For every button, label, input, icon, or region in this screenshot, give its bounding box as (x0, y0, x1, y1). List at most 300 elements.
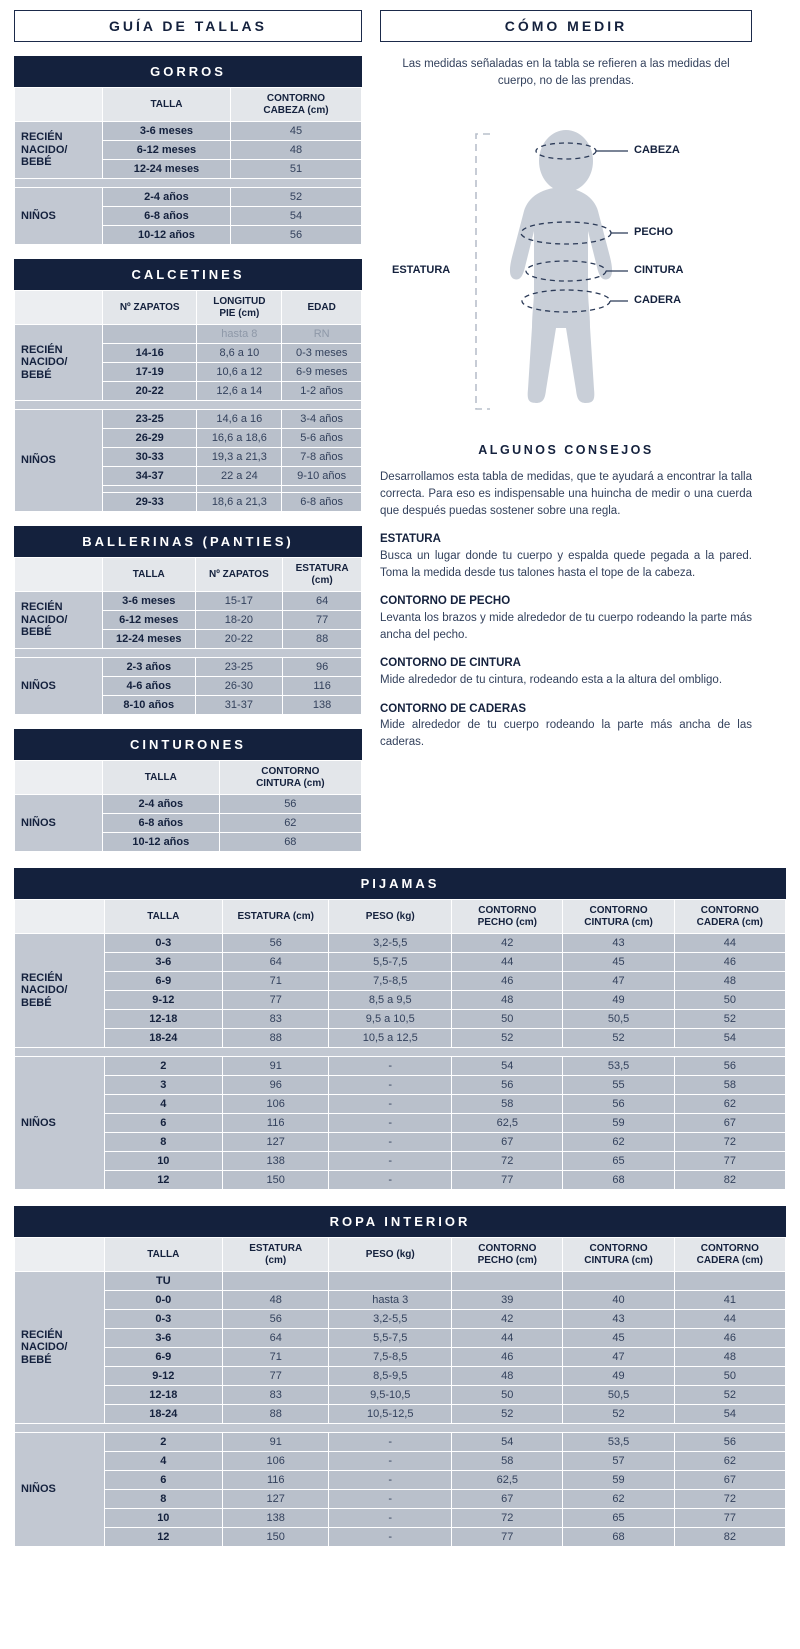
table-cell: 31-37 (195, 696, 283, 715)
table-cell: 77 (452, 1171, 563, 1190)
column-header: TALLA (103, 88, 231, 122)
table-cell: 106 (223, 1452, 329, 1471)
column-header (15, 900, 105, 934)
table-cell: 71 (223, 1348, 329, 1367)
table-row (15, 953, 786, 972)
table-cell: 88 (283, 630, 362, 649)
table-cell: 12,6 a 14 (197, 382, 282, 401)
table-cell: 14-16 (103, 344, 197, 363)
table-cell: 64 (223, 1329, 329, 1348)
right-column (380, 10, 752, 763)
table-cell: 10,6 a 12 (197, 363, 282, 382)
table-cell: 52 (563, 1405, 674, 1424)
table-cell: 56 (223, 934, 329, 953)
table-row (15, 1348, 786, 1367)
table-row (15, 1291, 786, 1310)
size-table (14, 760, 362, 852)
table-row (15, 1405, 786, 1424)
table-cell: - (329, 1490, 452, 1509)
table-cell: 8,6 a 10 (197, 344, 282, 363)
table-cell: 91 (223, 1433, 329, 1452)
column-header (15, 291, 103, 325)
table-cell: 77 (223, 1367, 329, 1386)
table-cell: 40 (563, 1291, 674, 1310)
table-cell: 49 (563, 1367, 674, 1386)
column-header: CONTORNO CINTURA (cm) (563, 1238, 674, 1272)
table-cell: 67 (674, 1471, 785, 1490)
table-cell: 52 (674, 1010, 785, 1029)
table-cell: 23-25 (195, 658, 283, 677)
row-group-label: NIÑOS (15, 658, 103, 715)
table-cell: 15-17 (195, 592, 283, 611)
column-header: CONTORNO CADERA (cm) (674, 1238, 785, 1272)
tip-3 (380, 655, 752, 688)
table-row (15, 325, 362, 344)
table-cell: 55 (563, 1076, 674, 1095)
table-cell: 50,5 (563, 1386, 674, 1405)
table-cell: 44 (452, 1329, 563, 1348)
table-cell (223, 1272, 329, 1291)
table-cell: 3,2-5,5 (329, 934, 452, 953)
size-table (14, 290, 362, 512)
table-cell: 12-24 meses (103, 160, 231, 179)
table-row (15, 410, 362, 429)
table-cell (674, 1272, 785, 1291)
table-cell: 48 (674, 1348, 785, 1367)
table-row (15, 972, 786, 991)
table-row (15, 122, 362, 141)
row-group-label: RECIÉN NACIDO/ BEBÉ (15, 122, 103, 179)
table-cell: 48 (452, 1367, 563, 1386)
table-pijamas (14, 868, 786, 1190)
table-cell: 68 (563, 1171, 674, 1190)
table-row (15, 1490, 786, 1509)
table-cell: 116 (223, 1114, 329, 1133)
label-pecho: PECHO (634, 226, 674, 239)
table-cell: 18-20 (195, 611, 283, 630)
table-cell: 16,6 a 18,6 (197, 429, 282, 448)
table-cell: 56 (674, 1057, 785, 1076)
table-cell: 17-19 (103, 363, 197, 382)
table-cell: - (329, 1452, 452, 1471)
table-cell: 96 (283, 658, 362, 677)
table-cell: 10,5 a 12,5 (329, 1029, 452, 1048)
table-cell: 54 (230, 207, 361, 226)
table-cell: 43 (563, 934, 674, 953)
tips-intro: Desarrollamos esta tabla de medidas, que te ayudará a encontrar la talla correcta. Para eso es indispensable una huincha de medir o una cuerda que después puedas sostener sobre una regla. (380, 471, 752, 517)
column-header: TALLA (104, 1238, 223, 1272)
page-title: GUÍA DE TALLAS (14, 10, 362, 42)
table-cell: 6-9 (104, 1348, 223, 1367)
table-row (15, 1310, 786, 1329)
table-cell: 77 (283, 611, 362, 630)
table-cell (329, 1272, 452, 1291)
table-row (15, 1452, 786, 1471)
table-row (15, 934, 786, 953)
table-cell: 72 (674, 1133, 785, 1152)
table-row (15, 1329, 786, 1348)
column-header: CONTORNO PECHO (cm) (452, 900, 563, 934)
table-cell: 52 (563, 1029, 674, 1048)
table-cell: 88 (223, 1029, 329, 1048)
table-cell: 43 (563, 1310, 674, 1329)
tip-1 (380, 531, 752, 581)
table-cell: 64 (223, 953, 329, 972)
table-cell: 23-25 (103, 410, 197, 429)
table-cell: 58 (674, 1076, 785, 1095)
table-cell: 56 (230, 226, 361, 245)
table-cell: 46 (674, 1329, 785, 1348)
table-cell: 56 (219, 795, 361, 814)
table-ballerinas (14, 526, 362, 715)
table-cell: 62 (563, 1490, 674, 1509)
column-header: TALLA (104, 900, 223, 934)
table-cell: 68 (563, 1528, 674, 1547)
table-band-ballerinas: BALLERINAS (PANTIES) (14, 526, 362, 557)
table-cell: 3-6 meses (103, 122, 231, 141)
table-cell: 62 (674, 1095, 785, 1114)
table-cell: 82 (674, 1528, 785, 1547)
table-cell: 150 (223, 1171, 329, 1190)
column-header: CONTORNO CADERA (cm) (674, 900, 785, 934)
table-cell: 67 (674, 1114, 785, 1133)
table-cell: 10-12 años (103, 226, 231, 245)
column-header: ESTATURA (cm) (283, 558, 362, 592)
column-header: CONTORNO CINTURA (cm) (563, 900, 674, 934)
table-cell: 9,5 a 10,5 (329, 1010, 452, 1029)
tip-text: Busca un lugar donde tu cuerpo y espalda quede pegada a la pared. Toma la medida desde tus talones hasta el tope de la cabeza. (380, 550, 752, 579)
table-cell: 0-3 meses (282, 344, 362, 363)
table-cell: 58 (452, 1095, 563, 1114)
table-band-ropa-interior: ROPA INTERIOR (14, 1206, 786, 1237)
table-cell: 91 (223, 1057, 329, 1076)
table-cell: 47 (563, 972, 674, 991)
table-cell: - (329, 1509, 452, 1528)
table-cell: 77 (674, 1509, 785, 1528)
group-spacer (15, 1048, 786, 1057)
table-cell: 19,3 a 21,3 (197, 448, 282, 467)
table-cell: 2-3 años (103, 658, 196, 677)
table-cell: 10 (104, 1152, 223, 1171)
table-cell: 138 (223, 1509, 329, 1528)
table-row (15, 188, 362, 207)
table-band-cinturones: CINTURONES (14, 729, 362, 760)
table-cell: 52 (674, 1386, 785, 1405)
table-cell: 88 (223, 1405, 329, 1424)
table-cell: 9-12 (104, 1367, 223, 1386)
tips-title: ALGUNOS CONSEJOS (478, 443, 654, 458)
table-cell: 49 (563, 991, 674, 1010)
table-cell: - (329, 1433, 452, 1452)
table-cell: 59 (563, 1471, 674, 1490)
table-cell: 41 (674, 1291, 785, 1310)
column-header (15, 558, 103, 592)
table-cell: 67 (452, 1133, 563, 1152)
table-cell: 5,5-7,5 (329, 953, 452, 972)
table-cell: 138 (223, 1152, 329, 1171)
table-row (15, 1029, 786, 1048)
table-cell: 12-18 (104, 1010, 223, 1029)
row-group-label: RECIÉN NACIDO/ BEBÉ (15, 934, 105, 1048)
column-header: CONTORNO PECHO (cm) (452, 1238, 563, 1272)
table-cell: 96 (223, 1076, 329, 1095)
column-header: TALLA (103, 558, 196, 592)
table-cell: - (329, 1528, 452, 1547)
table-cell: 77 (223, 991, 329, 1010)
table-cell: 48 (230, 141, 361, 160)
table-cell: 0-3 (104, 1310, 223, 1329)
table-cell: 52 (230, 188, 361, 207)
group-spacer (15, 1424, 786, 1433)
column-header (15, 761, 103, 795)
table-cell: 6 (104, 1471, 223, 1490)
table-gorros (14, 56, 362, 245)
table-cell: 56 (674, 1433, 785, 1452)
table-cell: 52 (452, 1029, 563, 1048)
table-cell: 83 (223, 1386, 329, 1405)
table-cell: 6-9 (104, 972, 223, 991)
table-row (15, 1095, 786, 1114)
table-row (15, 1057, 786, 1076)
table-cell: 8 (104, 1490, 223, 1509)
table-row (15, 1433, 786, 1452)
table-cell: 26-30 (195, 677, 283, 696)
table-cell: 77 (674, 1152, 785, 1171)
table-row (15, 1471, 786, 1490)
label-estatura: ESTATURA (392, 264, 451, 277)
table-cell: 68 (219, 833, 361, 852)
table-cell: 127 (223, 1490, 329, 1509)
table-cell: 14,6 a 16 (197, 410, 282, 429)
table-band-gorros: GORROS (14, 56, 362, 87)
column-header: CONTORNO CABEZA (cm) (230, 88, 361, 122)
table-cell: 45 (563, 953, 674, 972)
table-cell: 67 (452, 1490, 563, 1509)
tips-list (380, 531, 752, 750)
full-width-tables-container (14, 868, 786, 1547)
table-ropa-interior (14, 1206, 786, 1547)
table-cell: 5,5-7,5 (329, 1329, 452, 1348)
table-cell: 56 (223, 1310, 329, 1329)
table-cell: 18-24 (104, 1029, 223, 1048)
table-cell: 52 (452, 1405, 563, 1424)
table-cell: 50,5 (563, 1010, 674, 1029)
tip-text: Levanta los brazos y mide alrededor de tu cuerpo rodeando la parte más ancha del pecho. (380, 612, 752, 641)
table-cell: 30-33 (103, 448, 197, 467)
row-group-label: NIÑOS (15, 1057, 105, 1190)
group-spacer (15, 649, 362, 658)
body-measure-figure (380, 99, 752, 439)
table-cell: 10 (104, 1509, 223, 1528)
table-cell: 6-8 años (103, 207, 231, 226)
table-cell: 6-9 meses (282, 363, 362, 382)
table-row (15, 991, 786, 1010)
table-cell: 64 (283, 592, 362, 611)
column-header: Nº ZAPATOS (103, 291, 197, 325)
table-cell: 2 (104, 1433, 223, 1452)
table-cell: 54 (452, 1433, 563, 1452)
column-header: Nº ZAPATOS (195, 558, 283, 592)
table-cell: 6-12 meses (103, 141, 231, 160)
table-band-calcetines: CALCETINES (14, 259, 362, 290)
table-cell: 82 (674, 1171, 785, 1190)
table-cell: 53,5 (563, 1433, 674, 1452)
table-cell: 9-10 años (282, 467, 362, 486)
table-cell: 20-22 (195, 630, 283, 649)
table-row (15, 1528, 786, 1547)
table-cell: RN (282, 325, 362, 344)
table-cinturones (14, 729, 362, 852)
table-cell: 48 (223, 1291, 329, 1310)
table-cell: 150 (223, 1528, 329, 1547)
column-header: PESO (kg) (329, 1238, 452, 1272)
table-cell: 22 a 24 (197, 467, 282, 486)
table-cell: hasta 8 (197, 325, 282, 344)
label-cabeza: CABEZA (634, 144, 680, 157)
tip-text: Mide alrededor de tu cintura, rodeando esta a la altura del ombligo. (380, 674, 723, 687)
table-cell (282, 486, 362, 493)
table-cell: TU (104, 1272, 223, 1291)
table-cell: 138 (283, 696, 362, 715)
label-cintura: CINTURA (634, 264, 684, 277)
table-cell (103, 325, 197, 344)
table-cell: 44 (674, 934, 785, 953)
table-cell: 57 (563, 1452, 674, 1471)
table-cell: 54 (674, 1029, 785, 1048)
size-table (14, 1237, 786, 1547)
table-row (15, 1367, 786, 1386)
table-cell: 46 (674, 953, 785, 972)
left-column (14, 10, 362, 852)
table-cell: 3-6 (104, 1329, 223, 1348)
table-cell: 3,2-5,5 (329, 1310, 452, 1329)
tip-2 (380, 593, 752, 643)
table-cell: 7,5-8,5 (329, 1348, 452, 1367)
column-header: ESTATURA (cm) (223, 1238, 329, 1272)
table-cell: 2 (104, 1057, 223, 1076)
tip-heading: CONTORNO DE CADERAS (380, 702, 527, 715)
table-cell: 62,5 (452, 1471, 563, 1490)
row-group-label: RECIÉN NACIDO/ BEBÉ (15, 592, 103, 649)
table-row (15, 1509, 786, 1528)
table-cell: 12-18 (104, 1386, 223, 1405)
table-row (15, 658, 362, 677)
table-cell: 45 (563, 1329, 674, 1348)
group-spacer (15, 179, 362, 188)
table-cell: 83 (223, 1010, 329, 1029)
table-cell: 62,5 (452, 1114, 563, 1133)
table-cell: 4-6 años (103, 677, 196, 696)
row-group-label: NIÑOS (15, 410, 103, 512)
tip-heading: CONTORNO DE PECHO (380, 595, 511, 608)
table-cell: 46 (452, 972, 563, 991)
table-band-pijamas: PIJAMAS (14, 868, 786, 899)
column-header: LONGITUD PIE (cm) (197, 291, 282, 325)
column-header: PESO (kg) (329, 900, 452, 934)
table-cell: 1-2 años (282, 382, 362, 401)
table-cell: - (329, 1171, 452, 1190)
column-header (15, 1238, 105, 1272)
size-table (14, 557, 362, 715)
table-cell: 26-29 (103, 429, 197, 448)
row-group-label: RECIÉN NACIDO/ BEBÉ (15, 1272, 105, 1424)
table-cell: 8,5-9,5 (329, 1367, 452, 1386)
table-row (15, 1133, 786, 1152)
table-cell (452, 1272, 563, 1291)
table-cell: 50 (452, 1386, 563, 1405)
table-cell: 0-3 (104, 934, 223, 953)
table-cell: 18-24 (104, 1405, 223, 1424)
table-cell: 7,5-8,5 (329, 972, 452, 991)
table-cell: 42 (452, 1310, 563, 1329)
table-cell: 12 (104, 1528, 223, 1547)
table-cell: 8-10 años (103, 696, 196, 715)
table-cell: 10,5-12,5 (329, 1405, 452, 1424)
column-header (15, 88, 103, 122)
table-cell: 7-8 años (282, 448, 362, 467)
table-cell: 29-33 (103, 493, 197, 512)
tip-heading: CONTORNO DE CINTURA (380, 657, 521, 670)
table-cell: 116 (283, 677, 362, 696)
table-cell: 45 (230, 122, 361, 141)
table-cell: 54 (452, 1057, 563, 1076)
table-cell: 9-12 (104, 991, 223, 1010)
table-cell: 10-12 años (103, 833, 220, 852)
row-group-label: NIÑOS (15, 188, 103, 245)
table-cell: 72 (452, 1509, 563, 1528)
table-cell: 50 (452, 1010, 563, 1029)
table-row (15, 1152, 786, 1171)
table-cell: 42 (452, 934, 563, 953)
table-cell: 6 (104, 1114, 223, 1133)
column-header: CONTORNO CINTURA (cm) (219, 761, 361, 795)
table-cell: 3 (104, 1076, 223, 1095)
table-cell: 3-4 años (282, 410, 362, 429)
left-tables-container (14, 56, 362, 852)
table-cell: 8,5 a 9,5 (329, 991, 452, 1010)
tip-heading: ESTATURA (380, 533, 441, 546)
table-calcetines (14, 259, 362, 512)
table-cell: 62 (674, 1452, 785, 1471)
table-cell: 51 (230, 160, 361, 179)
table-cell: 2-4 años (103, 188, 231, 207)
table-cell: 47 (563, 1348, 674, 1367)
table-cell: 127 (223, 1133, 329, 1152)
how-to-measure-title: CÓMO MEDIR (380, 10, 752, 42)
table-row (15, 1114, 786, 1133)
table-cell: 56 (452, 1076, 563, 1095)
table-cell: 72 (674, 1490, 785, 1509)
table-cell: 12 (104, 1171, 223, 1190)
column-header: ESTATURA (cm) (223, 900, 329, 934)
table-cell: 8 (104, 1133, 223, 1152)
row-group-label: NIÑOS (15, 795, 103, 852)
table-cell: - (329, 1057, 452, 1076)
table-row (15, 1171, 786, 1190)
table-cell: 46 (452, 1348, 563, 1367)
table-cell: 65 (563, 1509, 674, 1528)
table-row (15, 1272, 786, 1291)
table-cell: 72 (452, 1152, 563, 1171)
table-row (15, 1076, 786, 1095)
tip-4 (380, 701, 752, 751)
table-cell: 3-6 meses (103, 592, 196, 611)
table-cell: 39 (452, 1291, 563, 1310)
row-group-label: RECIÉN NACIDO/ BEBÉ (15, 325, 103, 401)
table-cell: - (329, 1152, 452, 1171)
table-cell: - (329, 1133, 452, 1152)
table-cell: 9,5-10,5 (329, 1386, 452, 1405)
